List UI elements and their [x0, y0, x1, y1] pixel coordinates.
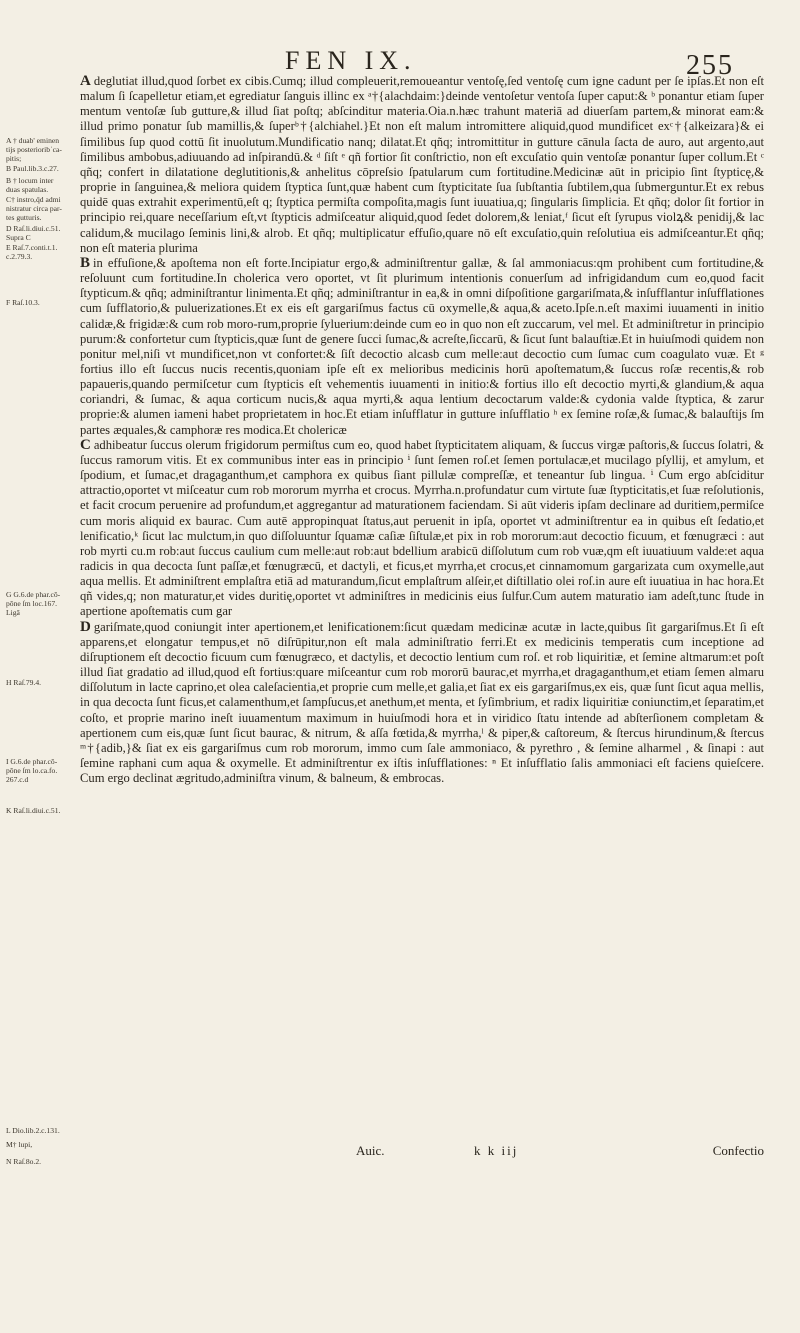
page-header — [0, 38, 800, 81]
margin-note: C† instro,q̄d admi nistratur circa par- tes gutturis. — [6, 195, 62, 222]
margin-notes — [6, 112, 74, 1166]
margin-note: N Raſ.8o.2. — [6, 1157, 42, 1166]
section-letter: D — [80, 618, 91, 635]
section-letter: B — [80, 254, 91, 271]
margin-note: H Raſ.79.4. — [6, 678, 42, 687]
paragraph-text: in effuſione,& apoſtema non eſt forte.Incipiatur ergo,& adminiſtrentur gallæ, & ſal ammoniacus:qm prohibent cum fortitudine,& reſoluunt cum fortitudine.In cholerica vero oportet, vt ſit plurimum intentionis conuerſum ad infrigidandum cum eo,quod facit ſtypticum.& qñq; adminiſtrantur linimenta.Et qñq; adminiſtrantur in ea,& in omni diſpoſitione gargariſmata,& inſufflantur inſufflationes cum ſufflatorio,& puluerizationes.Et ex eis eſt gargariſmus factus cū oxymelle,& aqua,& aceto.Ipſe.n.eſt maximi iuuamenti in initio calidæ,& frigidæ:& cum rob moro-rum,proprie ſyluerium:deinde cum eo in quo non eſt zuccarum, vel mel. Et adminiſtretur in principio purum:& confortetur cum ſtypticis,quæ ſunt de genere ſucci ſumac,& acreſte,ſiccarū, & ſicut ſunt balauſtiæ.Et in huiuſmodi quidem non ponitur mel,niſi vt mundificet,non vt confortet:& ſiſt decoctio alcasb cum melle:aut decoctio cum ſumac cum coagulato vuæ. Et ᵍ fortius illo eſt ſuccus nucis recentis,quoniam ipſe eſt ex melioribus medicinis horū apoſtematum,& ſuccus roſæ recentis,& rob papaueris,quando permiſcetur cum ſtypticis eſt vehementis iuuamenti in initio:& fortius illo eſt decoctio myrti,& glandium,& aqua coriandri, & ſumac, & aqua corticum nucis,& aqua myrti,& aqua lentium decoctarum valde:& cydonia valde ſtyptica, & zarur proprie:& alumen iameni habet proprietatem in hoc.Et etiam inſufflatur in gutture inſufflatio ʰ ex ſemine roſæ,& ſumac,& balauſtijs ſm partes æquales,& camphoræ res modica.Et cholericæ — [80, 255, 764, 437]
paragraph-a — [80, 74, 764, 256]
margin-note: D Raſ.li.diui.c.51. Supra C — [6, 224, 61, 242]
margin-note: M† lupi, — [6, 1140, 33, 1149]
margin-note: F Raſ.10.3. — [6, 298, 40, 307]
margin-note: G G.6.de phar.cō- pōne ſm loc.167. Ligā — [6, 590, 61, 617]
paragraph-c — [80, 438, 764, 620]
page-number: 255 — [686, 50, 734, 81]
margin-note: L Dio.lib.2.c.131. — [6, 1126, 60, 1135]
margin-note: B Paul.lib.3.c.27. — [6, 164, 59, 173]
paragraph-b — [80, 256, 764, 438]
running-title: FEN IX. — [285, 46, 417, 75]
main-text — [80, 74, 764, 786]
paragraph-d — [80, 620, 764, 787]
paragraph-text: deglutiat illud,quod ſorbet ex cibis.Cumq; illud compleuerit,remoueantur ventoſę,ſed ventoſę cum igne cadunt per ſe ipſas.Et non eſt malum ſi ſcapelletur etiam,et egrediatur ſanguis illinc ex ᵃ†{alachdaim:}deinde ventoſetur ventoſa ſuper caput:& ᵇ ponantur etiam ſuper mentum ventoſæ ſub gutture,& illud ſiat poſtq; abſcinditur materia.Oia.n.hæc trahunt materiā ad diuerſam partem,& minorat eam:& illud primo ponatur ſub mamillis,& ſuperᵇ†{alchiahel.}Et non eſt malum intromittere aliquid,quod mundificet exᶜ†{alkeizara}& ei ſimilibus ſup quod cottū ſit inuolutum.Mundificatio nanq; dilatat.Et qñq; intromittitur in gutture cānula ſacta de auro, aut argento,aut ſimilibus ambobus,adiuuando ad inſpirandū.& ᵈ ſiſt ᵉ qñ fortior ſit conſtrictio, non eſt excuſatio quin ventoſæ ponantur ſuper collum.Et ᶜ qñq; confert in dilatatione deglutitionis,& anhelitus cōpreſsio ſpatularum cum fortitudine.Medicinæ aūt in pricipio ſint ſtypticę,& proprie in ſanguinea,& meliora quidem ſtyptica ſunt,quæ habent cum ſtypticitate ſua ſubſtantia ſubtilem,qua ſubmerguntur.Et ex rebus quidē quas extrahit experimentū,eſt q; ſtyptica permiſta compoſita,magis ſunt iuuatiua,q; ſingularis ſimplicia. Et qñq; dolor ſit fortior in principio rei,quare neceſſarium eſt,vt ſtypticis admiſceatur aliquid,quod ſedet dolorem,& leniat,ᶠ ſicut eſt ſyrupus violꝝ& penidij,& lac calidum,& mucilago ſeminis lini,& alrob. Et qñq; multiplicatur effuſio,quare nō eſt excuſatio,quin reſolutiua eis admiſceantur.Et qñq; non eſt materia plurima — [80, 74, 764, 255]
catchword: Confectio — [712, 1143, 764, 1158]
catchword-left: Auic. — [356, 1143, 385, 1158]
paragraph-text: gariſmate,quod coniungit inter apertionem,et lenificationem:ſicut quædam medicinæ acutæ in lacte,quibus ſit gargariſmus.Et ſi eſt apparens,et elongatur tempus,et nō diſrūpitur,non eſt mala adminiſtratio ferri.Et ex medicinis temperatis cum inceptione ad diſruptionem eſt decoctio ficuum cum fœnugræco, et dactylis, et decoctio lentium cum roſ. et rob liquiritiæ, et ſemine altmarum:et poſt illud ſiat gradatio ad illud,quod eſt fortius:quare miſceantur cum rob mororū baurac,et myrrha,et dragaganthum,et etiam ſemen almaru diſſolutum in lacte caprino,et olea caleſacientia,et proprie cum melle,et galia,et ſiat ex eis gargariſmus,ex eis, quæ ſunt ſicut aqua mellis, in qua decocta ſunt ficus,et calamenthum,et ſampſucus,et anethum,et menta, et ſyſimbrium, et radix liquiritiæ coniunctim,et ſeparatim,et coſto, et proprie marino ineſt iuuamentum maximum in huiuſmodi hora et in viridico ſtatu intende ad abſterſionem completam & apertionem cum eis,quæ ſunt ſicut baurac, & nitrum, & aſſa fœtida,& myrrha,ˡ & piper,& caſtoreum, & ſtercus hirundinum,& ſtercus ᵐ†{adib,}& ſiat ex eis gargariſmus cum rob mororum, immo cum ſale ammoniaco, & pyrethro , & ſemine alharmel , & ſinapi : aut ſemine raphani cum aqua & oxymelle. Et adminiſtrentur ex iſtis inſufflationes: ⁿ Et inſufflatio ſalis ammoniaci eſt faciens quieſcere. Cum ergo declinat ægritudo,adminiſtra vinum, & balneum, & embrocas. — [80, 619, 764, 786]
signature-mark: k k iij — [474, 1143, 519, 1158]
margin-note: K Raſ.li.diui.c.51. — [6, 806, 61, 815]
margin-note: E Raſ.7.conti.t.1. c.2.79.3. — [6, 243, 58, 261]
paragraph-text: adhibeatur ſuccus olerum frigidorum permiſtus cum eo, quod habet ſtypticitatem aliquam, & ſuccus virgæ paſtoris,& ſuccus ſolatri, & ſuccus ramorum vitis. Et ex communibus inter eas in principio ⁱ ſunt ſemen roſ.et ſemen portulacæ,et mucilago pſyllij, et amylum, et ſpodium, et ſumac,et dragaganthum,et camphora ex quibus ſiant pillulæ compreſſæ, et teneantur ſub lingua. ⁱ Cum ergo abſciditur attractio,oportet vt miſceatur cum rob mororum myrrha et crocus. Myrrha.n.profundatur cum virtute ſuæ ſtypticitatis,et ſuæ reſolutionis, et facit crocum peruenire ad profundum,et aggregantur ad maturationem faciendam. Si aūt videris ipſam declinare ad duritiem,permiſce cum moris aliquid ex baurac. Cum autē appropinquat ſtatus,aut peruenit in ipſa, oportet vt adminiſtrentur ea in quibus eſt ſedatio,et lenificatio,ᵏ ſicut lac mulctum,in quo diſſoluuntur ſquamæ caſiæ ſiſtulæ,et pix in rob mororum:aut decoctio ficuum, et fœnugræci : aut rob myrti cu.m rob:aut ſuccus caulium cum melle:aut rob:aut bdellium arabicū diſſolutum cum rob vuæ,qm eſt iuuatiuum valde:et aqua radicis in qua decocta ſunt paſſæ,et fœnugræcū, et dactyli, et ficus,et myrrha,et crocus,et cinnamomum gargarizata cum oxymelle,aut aqua mellis. Et adminiſtrent emplaſtra etiā ad maturandum,ſicut emplaſtrum alſeir,et diſtillatio olei roſ.in aure eſt iuuatiua in hac hora.Et qñ vides,q; non maturatur,et vides duritię,oportet vt adminiſtres in medicinis eius ſulfur.Cum autem maturatio iam adeſt,tunc ſtude in apertione apoſtematis cum gar — [80, 437, 764, 619]
section-letter: A — [80, 73, 91, 89]
section-letter: C — [80, 436, 91, 453]
margin-note: I G.6.de phar.cō- pōne ſm lo.ca.fo. 267.c.d — [6, 757, 58, 784]
margin-note: A † duab' eminen tijs posterioribʾca- pitis; — [6, 136, 62, 163]
page-footer — [80, 1143, 764, 1165]
margin-note: B † locum inter duas spatulas. — [6, 176, 54, 194]
